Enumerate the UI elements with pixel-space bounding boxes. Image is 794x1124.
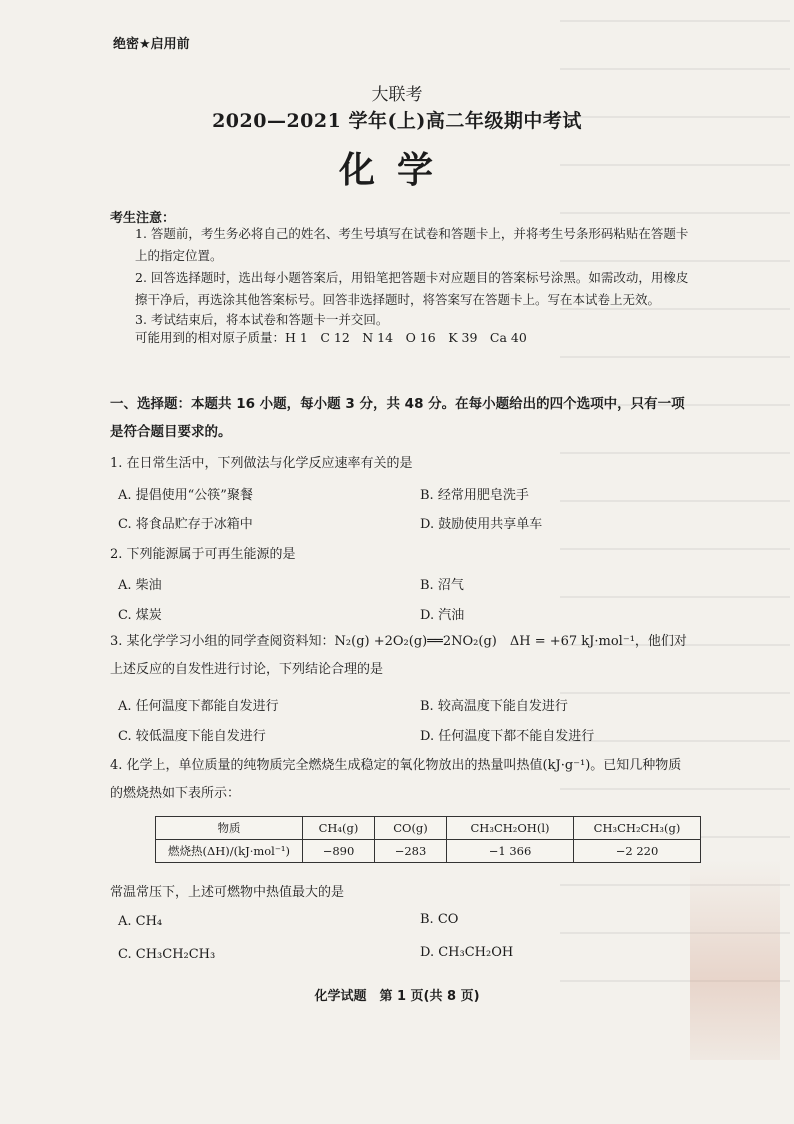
table-cell-co: −283 bbox=[375, 840, 447, 863]
table-cell-propane: −2 220 bbox=[574, 840, 701, 863]
table-cell-ch4: −890 bbox=[303, 840, 375, 863]
question-4-option-c: C. CH₃CH₂CH₃ bbox=[118, 947, 216, 962]
question-1-option-b: B. 经常用肥皂洗手 bbox=[420, 488, 529, 503]
question-1-option-c: C. 将食品贮存于冰箱中 bbox=[118, 517, 253, 532]
question-2-option-b: B. 沼气 bbox=[420, 578, 464, 593]
table-header-co: CO(g) bbox=[375, 817, 447, 840]
question-3-option-b: B. 较高温度下能自发进行 bbox=[420, 699, 568, 714]
subject-title: 化学 bbox=[338, 149, 455, 191]
question-1-stem: 1. 在日常生活中，下列做法与化学反应速率有关的是 bbox=[110, 456, 413, 471]
question-1-option-a: A. 提倡使用“公筷”聚餐 bbox=[118, 488, 253, 503]
question-2-option-d: D. 汽油 bbox=[420, 608, 465, 623]
combustion-heat-table bbox=[155, 816, 701, 863]
table-header-substance: 物质 bbox=[156, 817, 303, 840]
question-3-option-d: D. 任何温度下都不能自发进行 bbox=[420, 729, 595, 744]
question-4-stem: 4. 化学上，单位质量的纯物质完全燃烧生成稳定的氧化物放出的热量叫热值(kJ·g⁻¹)。已知几种物质的燃烧热如下表所示： bbox=[110, 758, 682, 801]
question-4-option-d: D. CH₃CH₂OH bbox=[420, 945, 514, 960]
question-4-option-b: B. CO bbox=[420, 912, 459, 927]
notice-item-2: 2. 回答选择题时，选出每小题答案后，用铅笔把答题卡对应题目的答案标号涂黑。如需改动，用橡皮擦干净后，再选涂其他答案标号。回答非选择题时，将答案写在答题卡上。写在本试卷上无效。 bbox=[135, 270, 689, 307]
confidential-label: 绝密★启用前 bbox=[113, 37, 190, 52]
exam-title: 2020—2021 学年(上)高二年级期中考试 bbox=[212, 110, 582, 132]
brand-title: 大联考 bbox=[371, 85, 423, 105]
question-1-option-d: D. 鼓励使用共享单车 bbox=[420, 517, 543, 532]
question-4-option-a: A. CH₄ bbox=[118, 914, 163, 929]
section-heading: 一、选择题：本题共 16 小题，每小题 3 分，共 48 分。在每小题给出的四个选项中，只有一项是符合题目要求的。 bbox=[110, 396, 685, 440]
question-3-stem: 3. 某化学学习小组的同学查阅资料知：N₂(g) +2O₂(g)══2NO₂(g) ΔH = +67 kJ·mol⁻¹，他们对上述反应的自发性进行讨论，下列结论合理的是 bbox=[110, 634, 687, 677]
question-3-option-a: A. 任何温度下都能自发进行 bbox=[118, 699, 279, 714]
table-header-row bbox=[156, 817, 701, 840]
stain-mark bbox=[690, 860, 780, 1060]
table-cell-ethanol: −1 366 bbox=[447, 840, 574, 863]
notice-heading: 考生注意： bbox=[110, 211, 176, 226]
question-2-option-c: C. 煤炭 bbox=[118, 608, 162, 623]
table-row bbox=[156, 840, 701, 863]
page-footer: 化学试题 第 1 页(共 8 页) bbox=[314, 989, 480, 1004]
question-3-option-c: C. 较低温度下能自发进行 bbox=[118, 729, 266, 744]
atomic-masses: 可能用到的相对原子质量：H 1 C 12 N 14 O 16 K 39 Ca 40 bbox=[135, 330, 527, 345]
table-row-label: 燃烧热(ΔH)/(kJ·mol⁻¹) bbox=[156, 840, 303, 863]
table-header-propane: CH₃CH₂CH₃(g) bbox=[574, 817, 701, 840]
table-header-ch4: CH₄(g) bbox=[303, 817, 375, 840]
table-header-ethanol: CH₃CH₂OH(l) bbox=[447, 817, 574, 840]
notice-item-1: 1. 答题前，考生务必将自己的姓名、考生号填写在试卷和答题卡上，并将考生号条形码粘贴在答题卡上的指定位置。 bbox=[135, 226, 689, 263]
notice-item-3: 3. 考试结束后，将本试卷和答题卡一并交回。 bbox=[135, 312, 389, 327]
question-2-stem: 2. 下列能源属于可再生能源的是 bbox=[110, 547, 296, 562]
question-2-option-a: A. 柴油 bbox=[118, 578, 162, 593]
question-4-followup: 常温常压下，上述可燃物中热值最大的是 bbox=[110, 885, 345, 900]
